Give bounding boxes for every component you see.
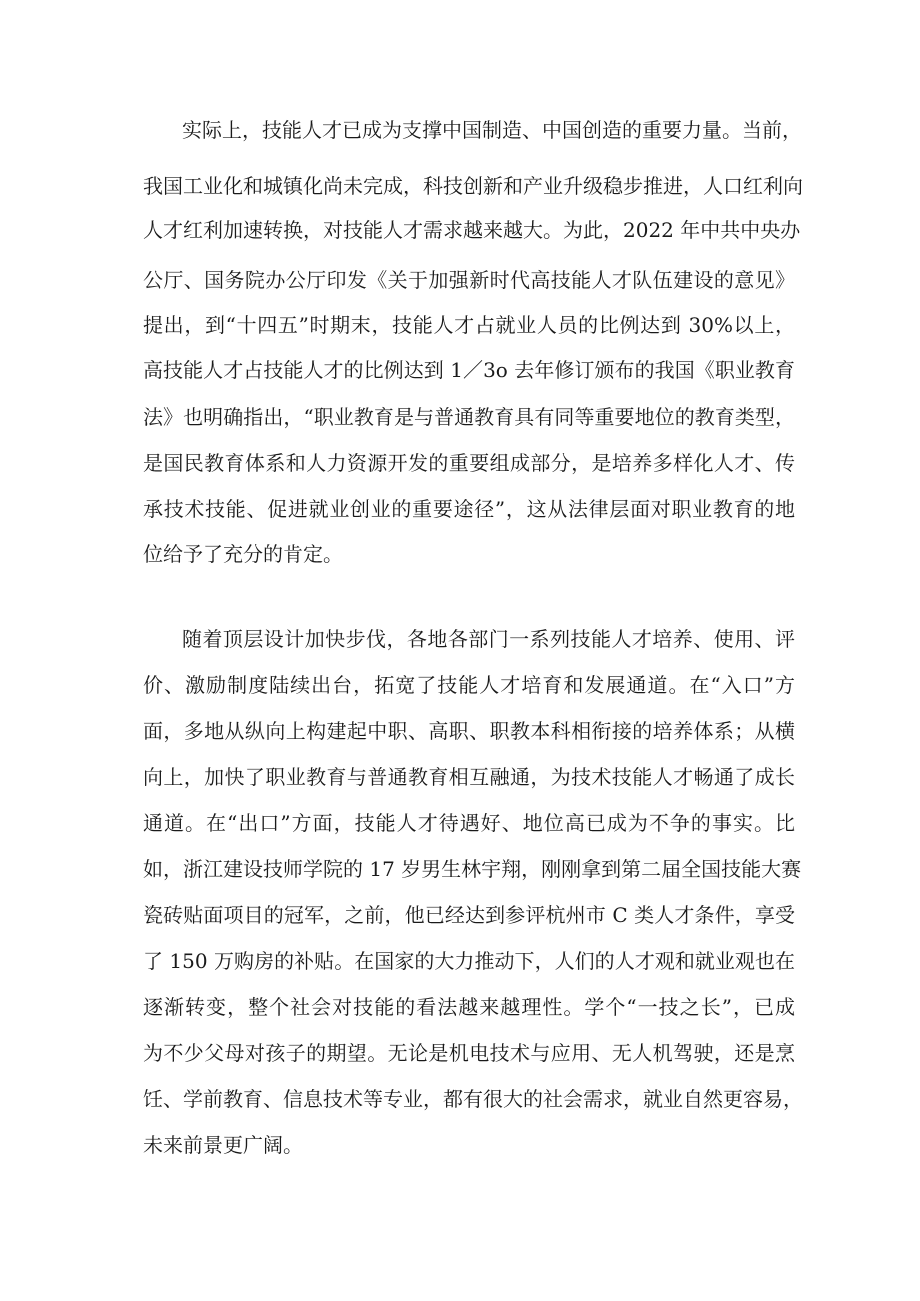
text-line: 向上，加快了职业教育与普通教育相互融通，为技术技能人才畅通了成长 — [143, 765, 795, 789]
text-line: 位给予了充分的肯定。 — [143, 542, 343, 566]
text-line: 瓷砖贴面项目的冠军，之前，他已经达到参评杭州市 C 类人才条件，享受 — [143, 903, 795, 927]
text-line: 公厅、国务院办公厅印发《关于加强新时代高技能人才队伍建设的意见》 — [143, 268, 795, 292]
text-line: 通道。在“出口”方面，技能人才待遇好、地位高已成为不争的事实。比 — [143, 811, 795, 835]
text-line: 价、激励制度陆续出台，拓宽了技能人才培育和发展通道。在“入口”方 — [143, 673, 795, 697]
text-line: 未来前景更广阔。 — [143, 1133, 303, 1157]
text-line: 实际上，技能人才已成为支撑中国制造、中国创造的重要力量。当前， — [182, 118, 802, 142]
text-line: 了 150 万购房的补贴。在国家的大力推动下，人们的人才观和就业观也在 — [143, 949, 795, 973]
text-line: 饪、学前教育、信息技术等专业，都有很大的社会需求，就业自然更容易， — [143, 1087, 803, 1111]
text-line: 法》也明确指出，“职业教育是与普通教育具有同等重要地位的教育类型， — [143, 405, 795, 429]
text-line: 逐渐转变，整个社会对技能的看法越来越理性。学个“一技之长”，已成 — [143, 995, 795, 1019]
text-line: 如，浙江建设技师学院的 17 岁男生林宇翔，刚刚拿到第二届全国技能大赛 — [143, 857, 802, 881]
text-line: 人才红利加速转换，对技能人才需求越来越大。为此，2022 年中共中央办 — [143, 218, 801, 242]
text-line: 为不少父母对孩子的期望。无论是机电技术与应用、无人机驾驶，还是烹 — [143, 1041, 795, 1065]
text-line: 提出，到“十四五”时期末，技能人才占就业人员的比例达到 30%以上， — [143, 313, 795, 337]
text-line: 随着顶层设计加快步伐，各地各部门一系列技能人才培养、使用、评 — [182, 627, 795, 651]
text-line: 我国工业化和城镇化尚未完成，科技创新和产业升级稳步推进，人口红利向 — [143, 174, 803, 198]
text-line: 高技能人才占技能人才的比例达到 1／3o 去年修订颁布的我国《职业教育 — [143, 358, 795, 382]
text-line: 是国民教育体系和人力资源开发的重要组成部分，是培养多样化人才、传 — [143, 451, 795, 475]
text-line: 面，多地从纵向上构建起中职、高职、职教本科相衔接的培养体系；从横 — [143, 719, 795, 743]
text-line: 承技术技能、促进就业创业的重要途径”，这从法律层面对职业教育的地 — [143, 497, 795, 521]
